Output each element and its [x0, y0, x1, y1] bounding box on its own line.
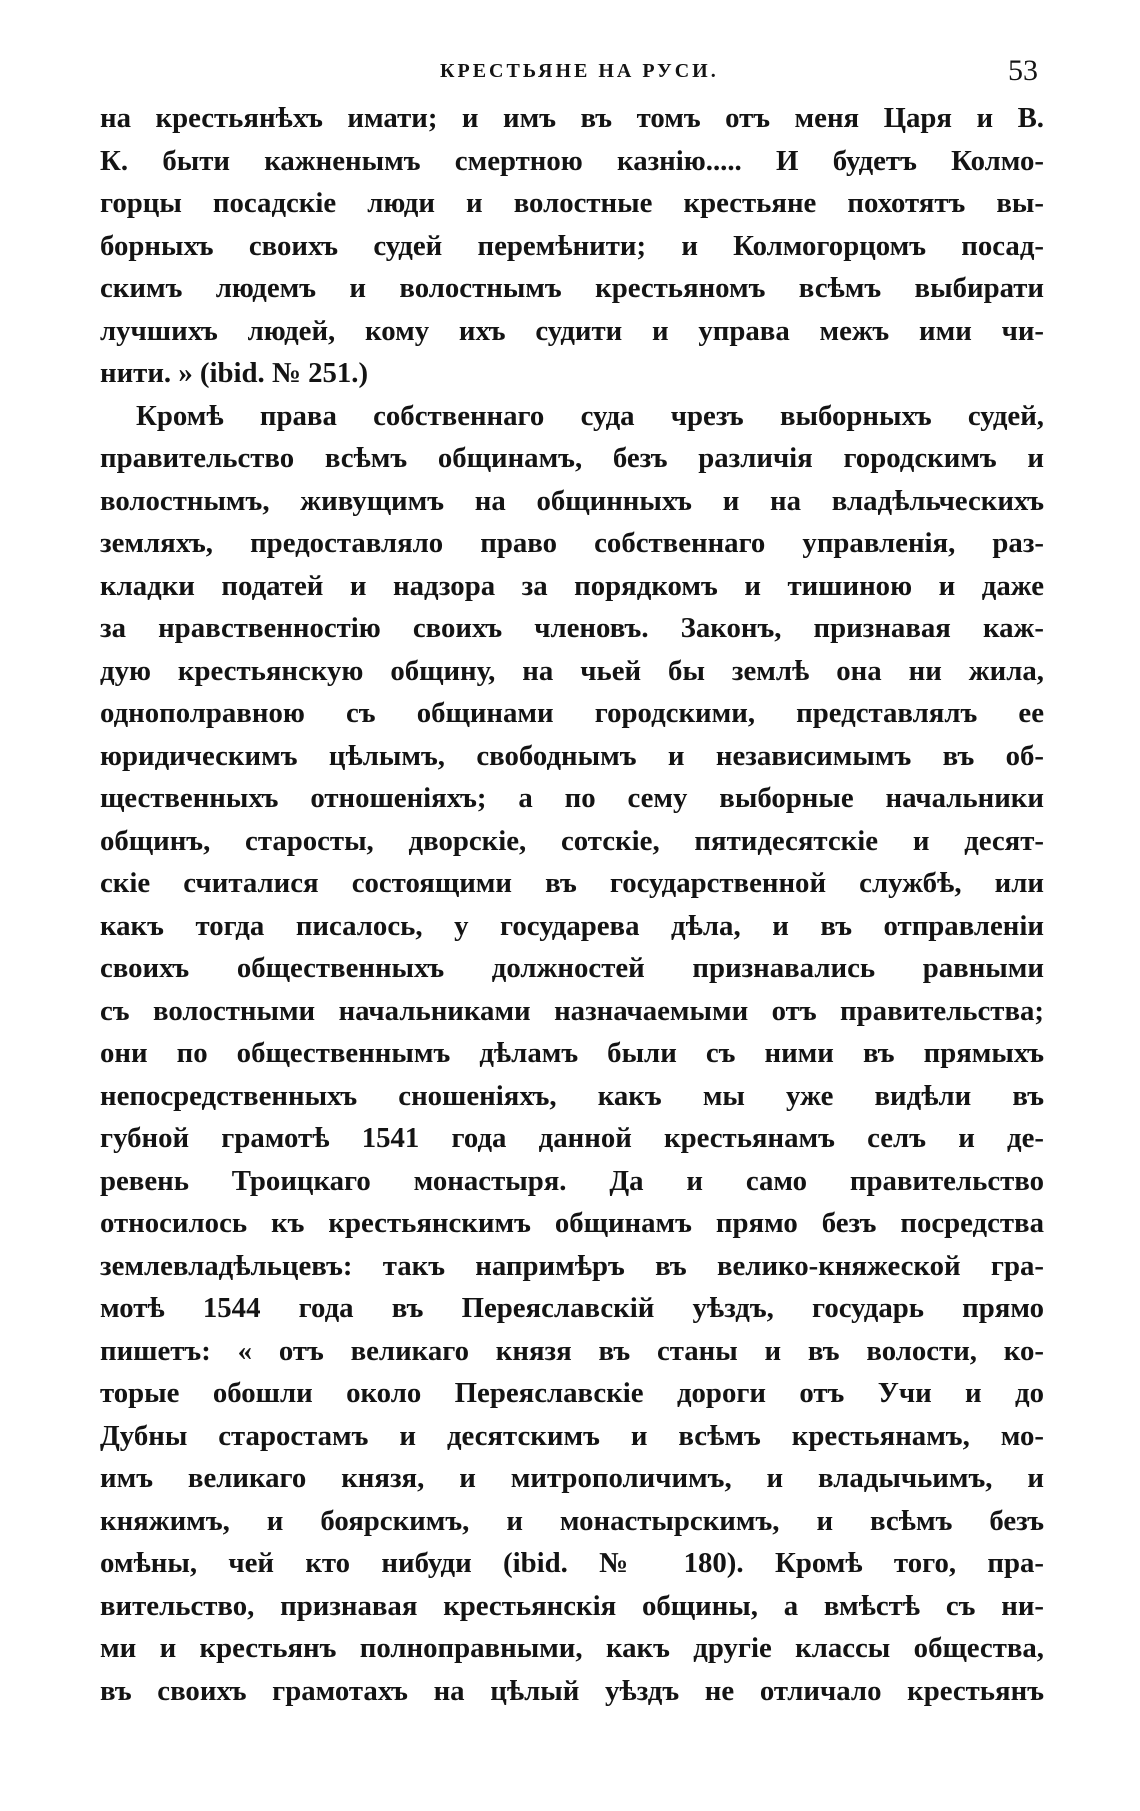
text-line: мотѣ 1544 года въ Переяславскій уѣздъ, государь прямо — [100, 1292, 1044, 1324]
text-line: ми и крестьянъ полноправными, какъ другіе классы общества, — [100, 1632, 1044, 1664]
text-line: правительство всѣмъ общинамъ, безъ различія городскимъ и — [100, 442, 1044, 474]
text-line: Кромѣ права собственнаго суда чрезъ выборныхъ судей, — [136, 399, 1044, 432]
text-line: скимъ людемъ и волостнымъ крестьяномъ всѣмъ выбирати — [100, 272, 1044, 304]
text-line: дую крестьянскую общину, на чьей бы землѣ она ни жила, — [100, 654, 1044, 687]
text-line: губной грамотѣ 1541 года данной крестьянамъ селъ и де- — [100, 1122, 1044, 1154]
text-line: своихъ общественныхъ должностей признавались равными — [100, 952, 1044, 984]
running-title: КРЕСТЬЯНЕ НА РУСИ. — [440, 60, 719, 82]
text-line: непосредственныхъ сношеніяхъ, какъ мы уже видѣли въ — [100, 1079, 1044, 1112]
text-line: они по общественнымъ дѣламъ были съ ними въ прямыхъ — [100, 1037, 1044, 1069]
paragraph-continued — [100, 97, 1044, 395]
paragraph — [100, 395, 1044, 1713]
body-text — [100, 97, 1044, 1712]
text-line: щественныхъ отношеніяхъ; а по сему выборные начальники — [100, 782, 1044, 814]
text-line: кладки податей и надзора за порядкомъ и тишиною и даже — [100, 569, 1044, 602]
page-number: 53 — [1008, 54, 1038, 87]
text-line: лучшихъ людей, кому ихъ судити и управа межъ ими чи- — [100, 314, 1044, 347]
text-line: однополравною съ общинами городскими, представлялъ ее — [100, 697, 1044, 729]
text-line: юридическимъ цѣлымъ, свободнымъ и независимымъ въ об- — [100, 739, 1044, 772]
text-line: борныхъ своихъ судей перемѣнити; и Колмогорцомъ посад- — [100, 229, 1044, 262]
text-line: горцы посадскіе люди и волостные крестьяне похотятъ вы- — [100, 187, 1044, 219]
text-line: общинъ, старосты, дворскіе, сотскіе, пятидесятскіе и десят- — [100, 824, 1044, 857]
text-line: торые обошли около Переяславскіе дороги отъ Учи и до — [100, 1377, 1044, 1409]
text-line: въ своихъ грамотахъ на цѣлый уѣздъ не отличало крестьянъ — [100, 1674, 1044, 1707]
text-line: волостнымъ, живущимъ на общинныхъ и на владѣльческихъ — [100, 484, 1044, 517]
text-line: омѣны, чей кто нибуди (ibid. № 180). Кромѣ того, пра- — [100, 1547, 1044, 1579]
text-line: нити. » (ibid. № 251.) — [100, 357, 369, 389]
text-line: относилось къ крестьянскимъ общинамъ прямо безъ посредства — [100, 1207, 1044, 1239]
text-line: земляхъ, предоставляло право собственнаго управленія, раз- — [100, 527, 1044, 559]
text-line: за нравственностію своихъ членовъ. Законъ, признавая каж- — [100, 612, 1044, 644]
text-line: какъ тогда писалось, у государева дѣла, и въ отправленіи — [100, 909, 1044, 942]
text-line: Дубны старостамъ и десятскимъ и всѣмъ крестьянамъ, мо- — [100, 1419, 1044, 1452]
text-line: землевладѣльцевъ: такъ напримѣръ въ велико-княжеской гра- — [100, 1249, 1044, 1282]
text-line: К. быти кажненымъ смертною казнію..... И будетъ Колмо- — [100, 144, 1044, 177]
text-line: княжимъ, и боярскимъ, и монастырскимъ, и всѣмъ безъ — [100, 1504, 1044, 1537]
text-line: вительство, признавая крестьянскія общины, а вмѣстѣ съ ни- — [100, 1589, 1044, 1622]
text-line: на крестьянѣхъ имати; и имъ въ томъ отъ меня Царя и В. — [100, 102, 1044, 134]
text-line: скіе считалися состоящими въ государственной службѣ, или — [100, 867, 1044, 899]
running-head — [0, 54, 1140, 94]
text-line: пишетъ: « отъ великаго князя въ станы и въ волости, ко- — [100, 1334, 1044, 1367]
text-line: ревень Троицкаго монастыря. Да и само правительство — [100, 1164, 1044, 1197]
text-line: имъ великаго князя, и митрополичимъ, и владычьимъ, и — [100, 1462, 1044, 1494]
text-line: съ волостными начальниками назначаемыми отъ правительства; — [100, 994, 1044, 1027]
